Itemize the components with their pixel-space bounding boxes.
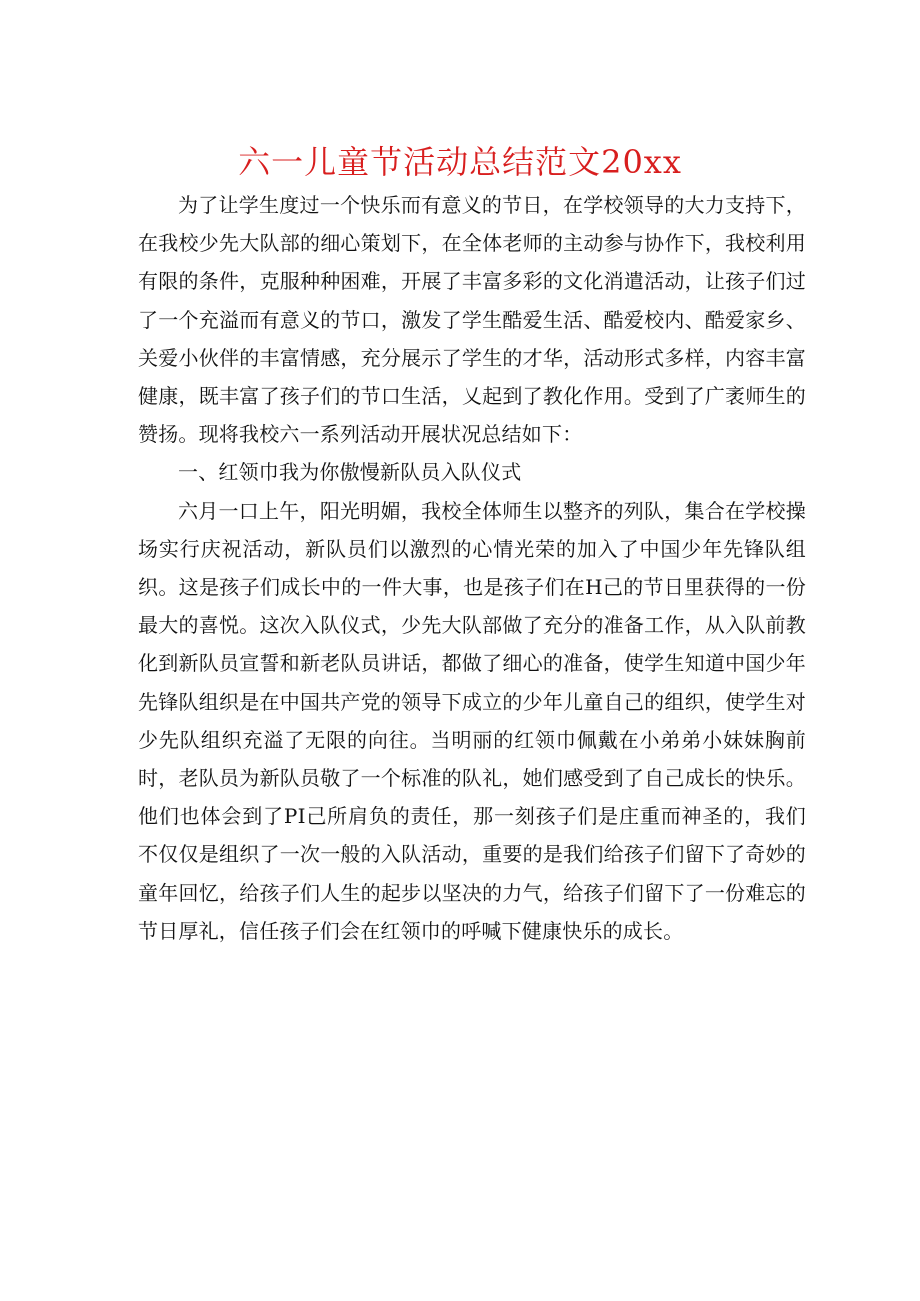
document-title: 六一儿童节活动总结范文20xx bbox=[238, 143, 682, 181]
document-body bbox=[138, 186, 806, 950]
section-heading: 一、红领巾我为你傲慢新队员入队仪式 bbox=[178, 460, 522, 485]
section-paragraph: 六月一口上午，阳光明媚，我校全体师生以整齐的列队，集合在学校操场实行庆祝活动，新队员们以激烈的心情光荣的加入了中国少年先锋队组织。这是孩子们成长中的一件大事，也是孩子们在H己的节日里获得的一份最大的喜悦。这次入队仪式，少先大队部做了充分的准备工作，从入队前教化到新队员宣誓和新老队员讲话，都做了细心的准备，使学生知道中国少年先锋队组织是在中国共产党的领导下成立的少年儿童自己的组织，使学生对少先队组织充溢了无限的向往。当明丽的红领巾佩戴在小弟弟小妹妹胸前时，老队员为新队员敬了一个标准的队礼，她们感受到了自己成长的快乐。他们也体会到了PI己所肩负的责任，那一刻孩子们是庄重而神圣的，我们不仅仅是组织了一次一般的入队活动，重要的是我们给孩子们留下了奇妙的童年回忆，给孩子们人生的起步以坚决的力气，给孩子们留下了一份难忘的节日厚礼，信任孩子们会在红领巾的呼喊下健康快乐的成长。 bbox=[138, 498, 806, 943]
intro-paragraph: 为了让学生度过一个快乐而有意义的节日，在学校领导的大力支持下，在我校少先大队部的细心策划下，在全体老师的主动参与协作下，我校利用有限的条件，克服种种困难，开展了丰富多彩的文化消遣活动，让孩子们过了一个充溢而有意义的节口，激发了学生酷爱生活、酷爱校内、酷爱家乡、关爱小伙伴的丰富情感，充分展示了学生的才华，活动形式多样，内容丰富健康，既丰富了孩子们的节口生活，乂起到了教化作用。受到了广袤师生的赞扬。现将我校六一系列活动开展状况总结如下： bbox=[138, 193, 806, 447]
